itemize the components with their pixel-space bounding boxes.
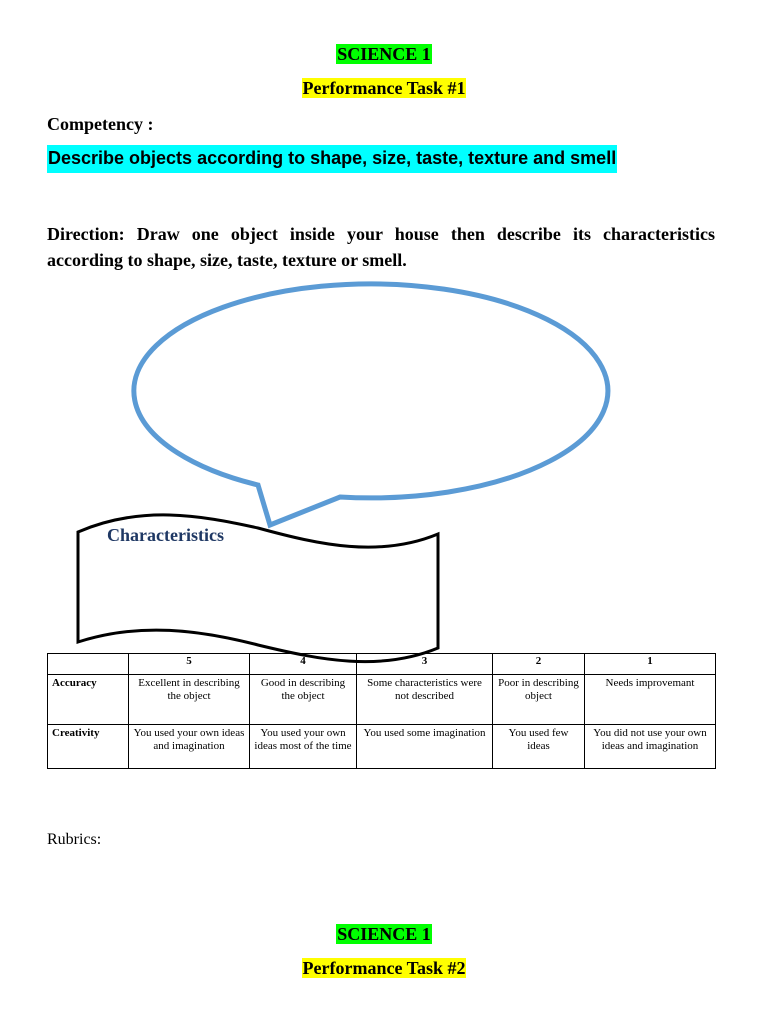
rubric-cell: Good in describing the object (250, 675, 357, 725)
rubric-header-cell: 5 (129, 654, 250, 675)
rubric-cell: You used few ideas (493, 725, 585, 769)
rubric-cell: Needs improvemant (585, 675, 716, 725)
competency-text: Describe objects according to shape, size, taste, texture and smell (47, 145, 617, 173)
rubric-cell: Some characteristics were not described (357, 675, 493, 725)
rubric-header-cell: 4 (250, 654, 357, 675)
rubric-cell: You used your own ideas and imagination (129, 725, 250, 769)
subject-heading-2 (0, 924, 768, 945)
rubric-cell: You used some imagination (357, 725, 493, 769)
characteristics-label: Characteristics (107, 525, 224, 545)
rubric-header-row (48, 654, 716, 675)
subject-heading-text: SCIENCE 1 (337, 44, 431, 64)
rubric-header-cell: 2 (493, 654, 585, 675)
rubric-criterion: Creativity (48, 725, 129, 769)
rubric-row-accuracy (48, 675, 716, 725)
rubric-cell: You used your own ideas most of the time (250, 725, 357, 769)
subject-heading-2-text: SCIENCE 1 (337, 924, 431, 944)
task-title-2 (0, 958, 768, 979)
rubric-table (47, 653, 716, 769)
rubric-cell: Excellent in describing the object (129, 675, 250, 725)
direction-text: Direction: Draw one object inside your house then describe its characteristics according to shape, size, taste, texture or smell. (47, 224, 715, 270)
competency-label: Competency : (47, 114, 154, 134)
task-title-text: Performance Task #1 (302, 78, 466, 98)
rubric-cell: You did not use your own ideas and imagination (585, 725, 716, 769)
rubric-header-cell (48, 654, 129, 675)
speech-bubble-shape (134, 284, 608, 525)
rubrics-label: Rubrics: (47, 831, 102, 848)
task-title-2-text: Performance Task #2 (302, 958, 466, 978)
rubric-cell: Poor in describing object (493, 675, 585, 725)
rubric-criterion: Accuracy (48, 675, 129, 725)
rubric-row-creativity (48, 725, 716, 769)
rubric-header-cell: 3 (357, 654, 493, 675)
rubric-header-cell: 1 (585, 654, 716, 675)
